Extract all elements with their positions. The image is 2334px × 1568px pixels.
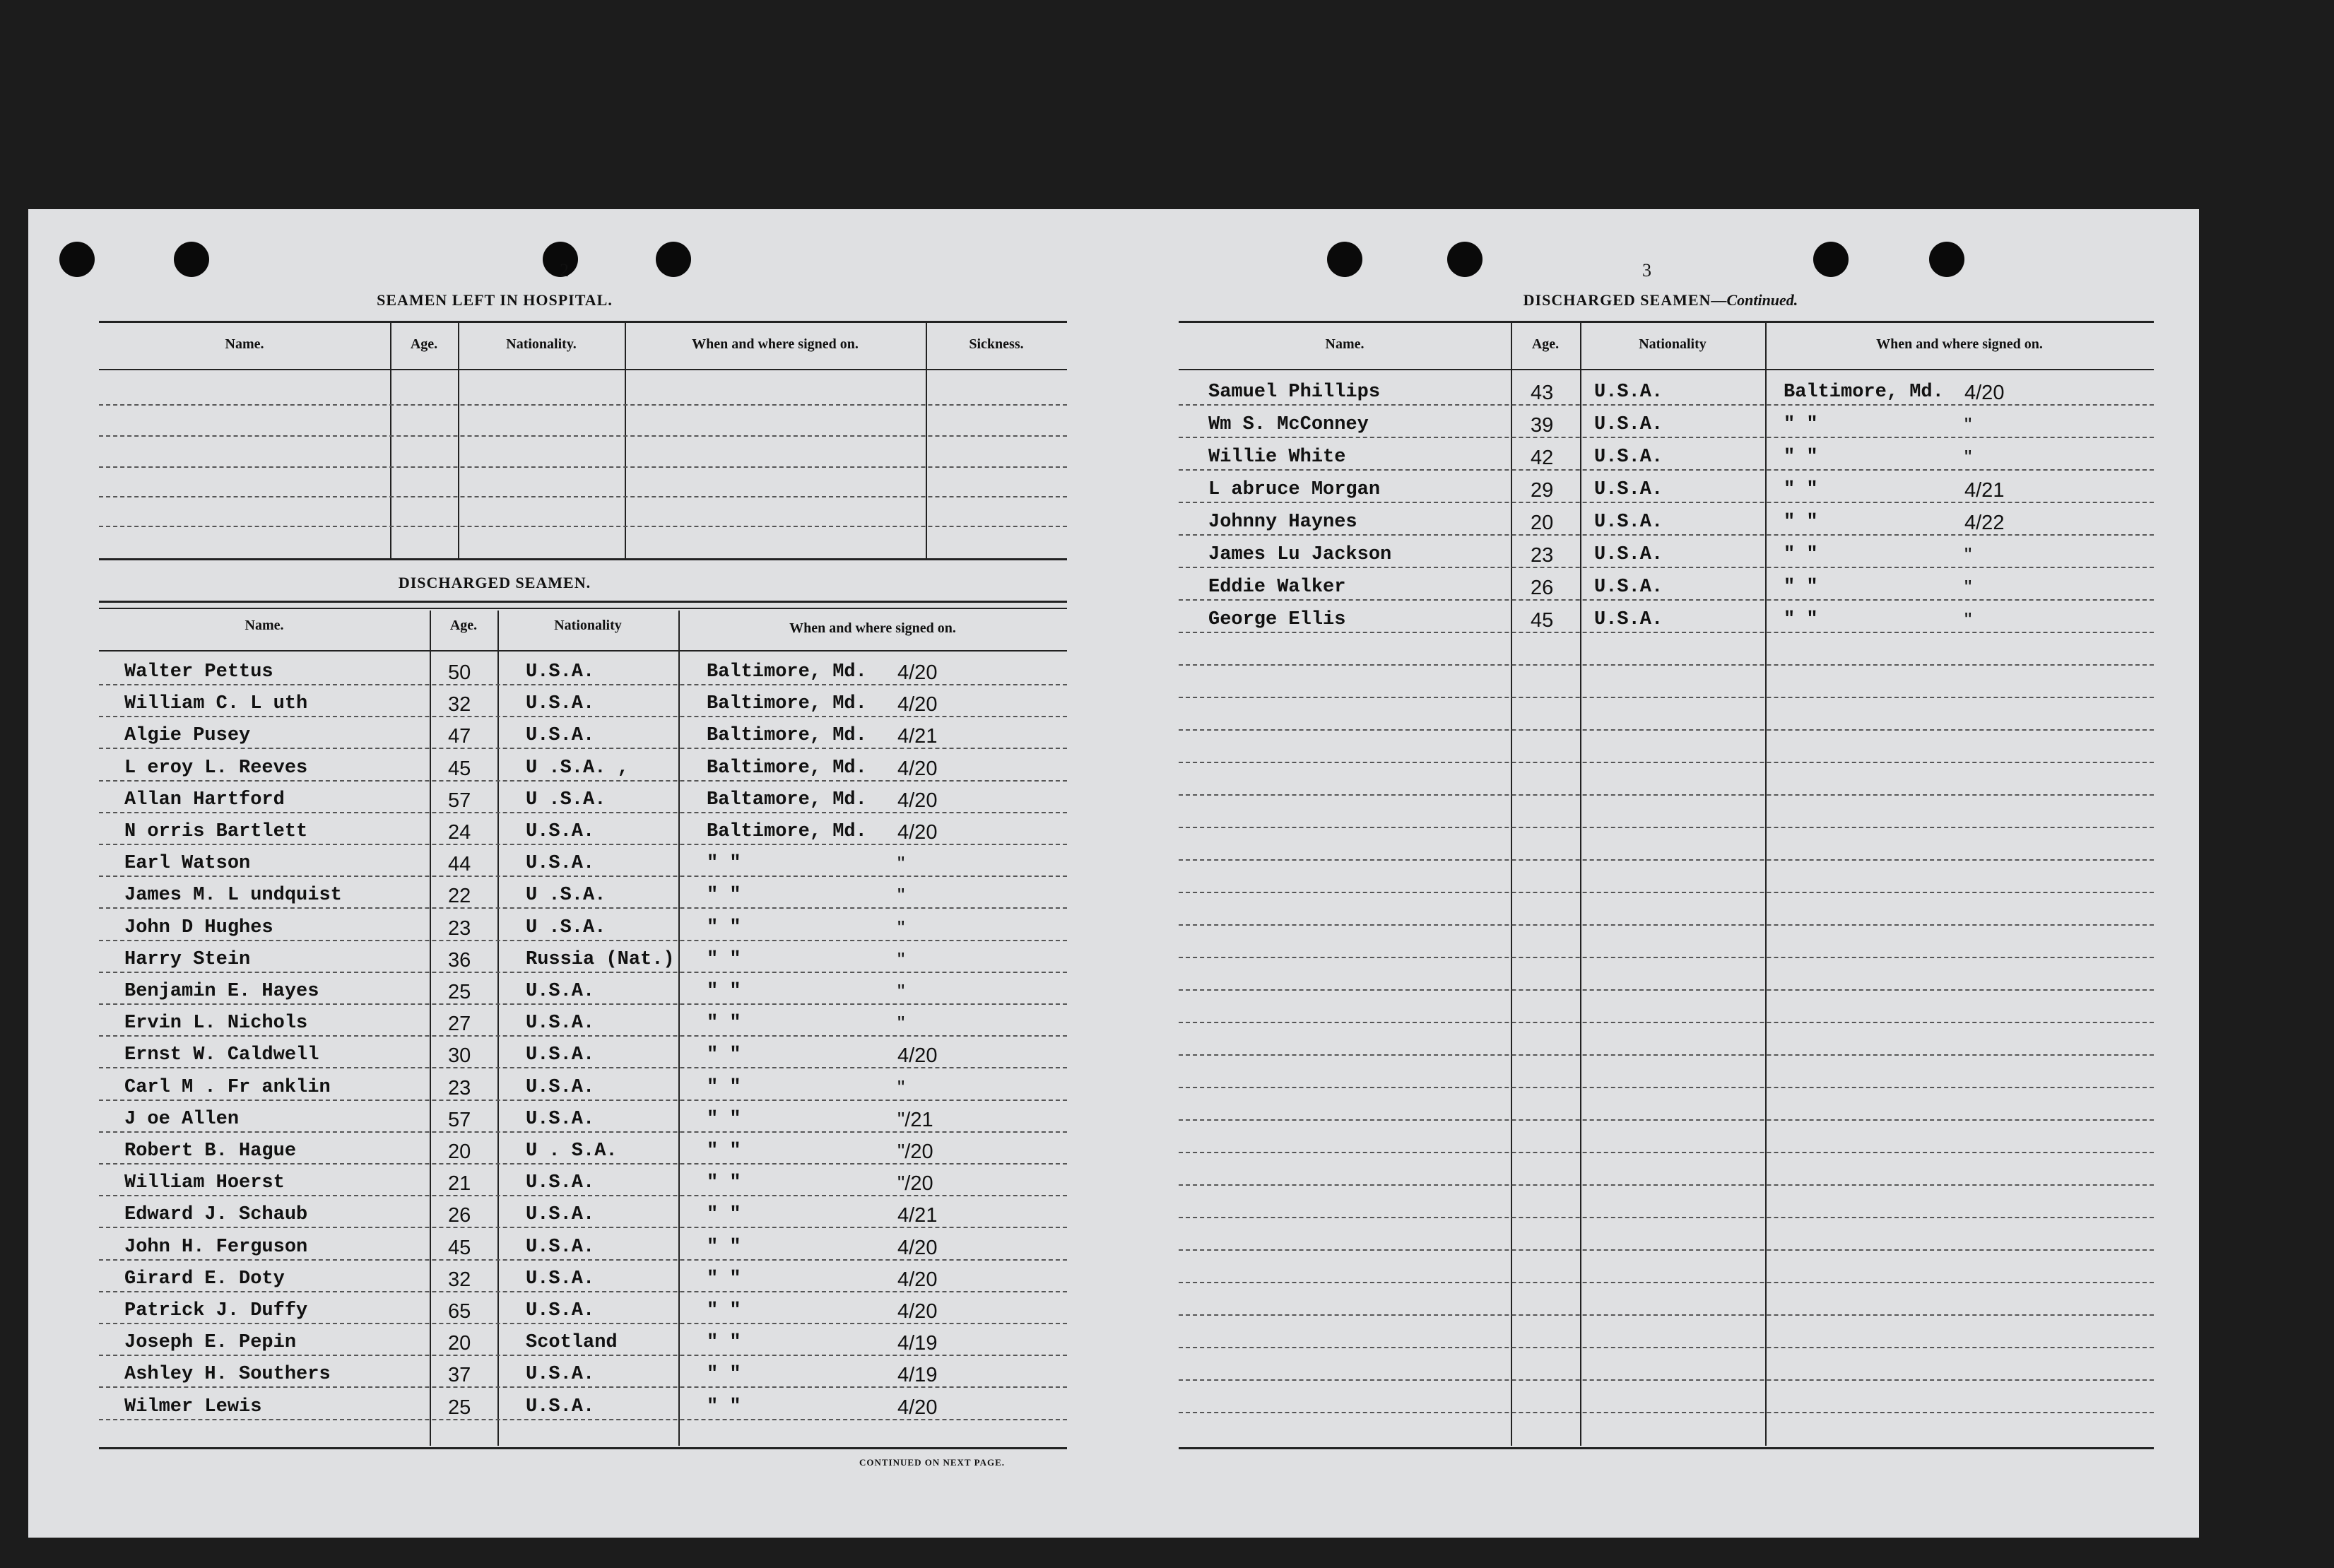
row-name: Girard E. Doty bbox=[124, 1268, 285, 1290]
header-name: Name. bbox=[225, 336, 264, 352]
row-date: 4/20 bbox=[897, 1300, 938, 1323]
row-name: Eddie Walker bbox=[1208, 577, 1346, 598]
header-age: Age. bbox=[1531, 336, 1560, 352]
row-nationality: U .S.A. bbox=[526, 885, 606, 907]
row-name: Willie White bbox=[1208, 447, 1346, 468]
right-page bbox=[1116, 209, 2199, 1538]
row-age: 37 bbox=[448, 1364, 471, 1387]
row-age: 22 bbox=[448, 885, 471, 908]
ruled-line bbox=[99, 1291, 1067, 1292]
row-age: 20 bbox=[448, 1140, 471, 1163]
row-place: Baltimore, Md. bbox=[707, 725, 867, 747]
row-nationality: U.S.A. bbox=[526, 725, 595, 747]
punch-hole bbox=[1813, 242, 1849, 277]
row-nationality: U.S.A. bbox=[526, 1204, 595, 1226]
punch-hole bbox=[1929, 242, 1964, 277]
ruled-line bbox=[1179, 664, 2154, 666]
row-name: Wm S. McConney bbox=[1208, 414, 1369, 435]
row-age: 21 bbox=[448, 1172, 471, 1196]
row-name: John D Hughes bbox=[124, 916, 273, 938]
row-date: " bbox=[897, 885, 905, 908]
row-date: 4/19 bbox=[897, 1332, 938, 1355]
row-date: 4/21 bbox=[1964, 479, 2005, 502]
ruled-line bbox=[1179, 1249, 2154, 1251]
row-nationality: U.S.A. bbox=[526, 1172, 595, 1194]
ruled-line bbox=[1179, 762, 2154, 763]
ruled-line bbox=[1179, 892, 2154, 893]
ruled-line bbox=[99, 1003, 1067, 1005]
row-place: " " bbox=[1784, 447, 1818, 468]
row-place: " " bbox=[707, 916, 741, 938]
row-date: " bbox=[897, 981, 905, 1003]
header-nationality: Nationality bbox=[1639, 336, 1707, 352]
row-date: " bbox=[1964, 577, 1972, 599]
row-age: 45 bbox=[1531, 609, 1554, 632]
ruled-line bbox=[1179, 859, 2154, 861]
ruled-line bbox=[99, 684, 1067, 685]
row-date: " bbox=[897, 1013, 905, 1036]
ruled-line bbox=[1179, 437, 2154, 438]
header-age: Age. bbox=[449, 618, 478, 633]
row-name: L eroy L. Reeves bbox=[124, 757, 308, 779]
ruled-line bbox=[99, 1195, 1067, 1196]
row-nationality: U.S.A. bbox=[526, 1364, 595, 1386]
row-name: George Ellis bbox=[1208, 609, 1346, 630]
ruled-line bbox=[99, 748, 1067, 749]
row-place: " " bbox=[707, 1396, 741, 1417]
row-nationality: U.S.A. bbox=[526, 661, 595, 683]
row-age: 25 bbox=[448, 1396, 471, 1419]
column-divider bbox=[1511, 322, 1512, 1446]
row-name: William C. L uth bbox=[124, 693, 308, 715]
row-nationality: U .S.A. bbox=[526, 789, 606, 810]
ruled-line bbox=[1179, 1379, 2154, 1381]
table-rule bbox=[1179, 1447, 2154, 1449]
row-date: 4/20 bbox=[897, 789, 938, 812]
row-place: " " bbox=[707, 1332, 741, 1354]
ruled-line bbox=[1179, 1412, 2154, 1413]
row-age: 23 bbox=[448, 1076, 471, 1100]
row-date: " bbox=[897, 1076, 905, 1100]
row-age: 43 bbox=[1531, 382, 1554, 404]
table-rule bbox=[99, 369, 1067, 370]
row-age: 65 bbox=[448, 1300, 471, 1323]
column-divider bbox=[678, 611, 680, 1446]
row-place: " " bbox=[1784, 609, 1818, 630]
row-age: 23 bbox=[1531, 544, 1554, 567]
ruled-line bbox=[99, 780, 1067, 782]
column-divider bbox=[390, 322, 391, 560]
row-age: 32 bbox=[448, 1268, 471, 1291]
row-place: " " bbox=[1784, 479, 1818, 500]
row-age: 26 bbox=[1531, 577, 1554, 599]
ruled-line bbox=[99, 907, 1067, 909]
row-date: 4/20 bbox=[897, 821, 938, 844]
ruled-line bbox=[1179, 794, 2154, 796]
row-name: Samuel Phillips bbox=[1208, 382, 1381, 403]
header-age: Age. bbox=[410, 336, 438, 352]
ruled-line bbox=[1179, 1314, 2154, 1316]
row-nationality: U.S.A. bbox=[526, 1076, 595, 1098]
title-main: DISCHARGED SEAMEN bbox=[1523, 291, 1711, 309]
ruled-line bbox=[99, 972, 1067, 973]
ruled-line bbox=[99, 466, 1067, 468]
page-number: 3 bbox=[1642, 260, 1651, 281]
row-nationality: U.S.A. bbox=[1594, 382, 1663, 403]
ruled-line bbox=[1179, 1217, 2154, 1218]
punch-hole bbox=[1447, 242, 1483, 277]
row-place: " " bbox=[707, 853, 741, 875]
row-name: L abruce Morgan bbox=[1208, 479, 1381, 500]
ruled-line bbox=[1179, 469, 2154, 471]
row-date: 4/20 bbox=[897, 1236, 938, 1259]
row-nationality: U.S.A. bbox=[1594, 609, 1663, 630]
row-name: James Lu Jackson bbox=[1208, 544, 1392, 565]
column-divider bbox=[430, 611, 431, 1446]
ruled-line bbox=[1179, 957, 2154, 958]
ruled-line bbox=[99, 812, 1067, 813]
row-place: Baltamore, Md. bbox=[707, 789, 867, 810]
row-date: "/20 bbox=[897, 1172, 933, 1196]
row-date: 4/20 bbox=[897, 661, 938, 684]
row-name: Ernst W. Caldwell bbox=[124, 1044, 319, 1066]
row-date: 4/20 bbox=[897, 693, 938, 717]
row-date: " bbox=[897, 948, 905, 972]
row-date: " bbox=[897, 916, 905, 940]
row-name: Carl M . Fr anklin bbox=[124, 1076, 331, 1098]
table-rule bbox=[1179, 369, 2154, 370]
column-divider bbox=[1580, 322, 1581, 1446]
row-date: "/20 bbox=[897, 1140, 933, 1163]
ruled-line bbox=[99, 844, 1067, 845]
punch-hole bbox=[656, 242, 691, 277]
row-place: Baltimore, Md. bbox=[707, 661, 867, 683]
ruled-line bbox=[1179, 989, 2154, 991]
row-name: N orris Bartlett bbox=[124, 821, 308, 842]
row-place: " " bbox=[1784, 544, 1818, 565]
hospital-section-title: SEAMEN LEFT IN HOSPITAL. bbox=[377, 291, 613, 309]
row-nationality: U.S.A. bbox=[1594, 577, 1663, 598]
row-name: Allan Hartford bbox=[124, 789, 285, 810]
ruled-line bbox=[1179, 502, 2154, 503]
discharged-continued-title bbox=[1427, 291, 1894, 310]
ruled-line bbox=[99, 1163, 1067, 1165]
row-nationality: U.S.A. bbox=[1594, 544, 1663, 565]
row-date: 4/20 bbox=[1964, 382, 2005, 404]
row-place: " " bbox=[707, 1172, 741, 1194]
ruled-line bbox=[99, 716, 1067, 717]
row-date: " bbox=[1964, 447, 1972, 469]
row-age: 39 bbox=[1531, 414, 1554, 437]
ruled-line bbox=[99, 1100, 1067, 1101]
row-place: Baltimore, Md. bbox=[1784, 382, 1944, 403]
row-nationality: U.S.A. bbox=[526, 1044, 595, 1066]
table-rule bbox=[99, 650, 1067, 652]
row-date: 4/21 bbox=[897, 725, 938, 748]
row-nationality: U.S.A. bbox=[526, 1300, 595, 1321]
row-place: " " bbox=[707, 1108, 741, 1130]
header-signed-on: When and where signed on. bbox=[692, 336, 859, 352]
row-name: Edward J. Schaub bbox=[124, 1204, 308, 1226]
ruled-line bbox=[1179, 567, 2154, 568]
discharged-section-title: DISCHARGED SEAMEN. bbox=[398, 574, 591, 591]
row-name: Robert B. Hague bbox=[124, 1140, 297, 1162]
header-signed-on: When and where signed on. bbox=[789, 620, 956, 636]
row-nationality: U.S.A. bbox=[526, 853, 595, 875]
row-date: 4/20 bbox=[897, 757, 938, 780]
column-divider bbox=[497, 611, 499, 1446]
row-nationality: U.S.A. bbox=[526, 1396, 595, 1417]
punch-hole bbox=[1327, 242, 1362, 277]
row-place: " " bbox=[707, 1300, 741, 1321]
row-date: "/21 bbox=[897, 1108, 933, 1131]
row-age: 20 bbox=[448, 1332, 471, 1355]
row-name: Ashley H. Southers bbox=[124, 1364, 331, 1386]
row-nationality: U.S.A. bbox=[1594, 479, 1663, 500]
ruled-line bbox=[99, 1355, 1067, 1356]
row-place: " " bbox=[707, 981, 741, 1002]
row-name: Walter Pettus bbox=[124, 661, 273, 683]
row-name: Johnny Haynes bbox=[1208, 512, 1357, 533]
row-place: " " bbox=[1784, 414, 1818, 435]
row-age: 32 bbox=[448, 693, 471, 717]
row-age: 47 bbox=[448, 725, 471, 748]
title-continued: —Continued. bbox=[1711, 291, 1798, 309]
row-nationality: U.S.A. bbox=[526, 981, 595, 1002]
row-nationality: U.S.A. bbox=[526, 821, 595, 842]
row-date: 4/20 bbox=[897, 1044, 938, 1068]
ruled-line bbox=[99, 526, 1067, 527]
row-date: " bbox=[1964, 609, 1972, 632]
row-name: Joseph E. Pepin bbox=[124, 1332, 297, 1354]
row-age: 24 bbox=[448, 821, 471, 844]
row-age: 26 bbox=[448, 1204, 471, 1227]
row-place: " " bbox=[707, 1013, 741, 1034]
row-place: Baltimore, Md. bbox=[707, 757, 867, 779]
row-date: 4/22 bbox=[1964, 512, 2005, 534]
ruled-line bbox=[99, 1386, 1067, 1388]
row-nationality: Russia (Nat.) bbox=[526, 948, 675, 970]
row-name: Benjamin E. Hayes bbox=[124, 981, 319, 1002]
ruled-line bbox=[1179, 1054, 2154, 1056]
row-place: " " bbox=[707, 1044, 741, 1066]
header-sickness: Sickness. bbox=[969, 336, 1024, 352]
ruled-line bbox=[99, 496, 1067, 497]
row-place: " " bbox=[707, 1236, 741, 1258]
table-rule bbox=[99, 1447, 1067, 1449]
ruled-line bbox=[1179, 827, 2154, 828]
ruled-line bbox=[1179, 534, 2154, 536]
row-nationality: U . S.A. bbox=[526, 1140, 618, 1162]
row-nationality: U.S.A. bbox=[526, 1108, 595, 1130]
ruled-line bbox=[1179, 1282, 2154, 1283]
ruled-line bbox=[99, 1259, 1067, 1261]
ruled-line bbox=[99, 1067, 1067, 1068]
row-name: J oe Allen bbox=[124, 1108, 240, 1130]
table-rule bbox=[99, 608, 1067, 609]
ruled-line bbox=[1179, 697, 2154, 698]
punch-hole bbox=[59, 242, 95, 277]
ruled-line bbox=[1179, 1119, 2154, 1121]
row-date: 4/19 bbox=[897, 1364, 938, 1387]
row-nationality: U.S.A. bbox=[1594, 512, 1663, 533]
left-page bbox=[28, 209, 1116, 1538]
row-place: " " bbox=[707, 948, 741, 970]
row-nationality: Scotland bbox=[526, 1332, 618, 1354]
row-date: 4/21 bbox=[897, 1204, 938, 1227]
row-nationality: U.S.A. bbox=[1594, 414, 1663, 435]
row-name: Harry Stein bbox=[124, 948, 251, 970]
row-age: 42 bbox=[1531, 447, 1554, 469]
table-rule bbox=[99, 558, 1067, 560]
row-place: Baltimore, Md. bbox=[707, 821, 867, 842]
row-place: " " bbox=[707, 1204, 741, 1226]
row-place: " " bbox=[1784, 577, 1818, 598]
ruled-line bbox=[1179, 1022, 2154, 1023]
row-place: " " bbox=[707, 1076, 741, 1098]
punch-hole bbox=[174, 242, 209, 277]
row-date: 4/20 bbox=[897, 1396, 938, 1419]
ruled-line bbox=[1179, 924, 2154, 926]
row-name: Wilmer Lewis bbox=[124, 1396, 262, 1417]
header-nationality: Nationality bbox=[554, 618, 622, 633]
ruled-line bbox=[1179, 632, 2154, 633]
row-place: " " bbox=[707, 1140, 741, 1162]
ruled-line bbox=[1179, 1087, 2154, 1088]
ruled-line bbox=[1179, 1184, 2154, 1186]
header-name: Name. bbox=[1325, 336, 1365, 352]
ruled-line bbox=[99, 1419, 1067, 1420]
row-name: William Hoerst bbox=[124, 1172, 285, 1194]
row-place: " " bbox=[1784, 512, 1818, 533]
row-age: 20 bbox=[1531, 512, 1554, 534]
header-name: Name. bbox=[244, 618, 284, 633]
row-age: 45 bbox=[448, 1236, 471, 1259]
table-rule bbox=[99, 321, 1067, 323]
row-place: " " bbox=[707, 885, 741, 907]
header-nationality: Nationality. bbox=[506, 336, 577, 352]
row-age: 29 bbox=[1531, 479, 1554, 502]
row-nationality: U.S.A. bbox=[526, 1236, 595, 1258]
row-date: " bbox=[1964, 544, 1972, 567]
row-name: James M. L undquist bbox=[124, 885, 342, 907]
ruled-line bbox=[99, 404, 1067, 406]
ruled-line bbox=[99, 940, 1067, 941]
ruled-line bbox=[1179, 729, 2154, 731]
row-age: 50 bbox=[448, 661, 471, 684]
continued-note: CONTINUED ON NEXT PAGE. bbox=[859, 1457, 1005, 1468]
row-age: 27 bbox=[448, 1013, 471, 1036]
ruled-line bbox=[1179, 1347, 2154, 1348]
ruled-line bbox=[1179, 404, 2154, 406]
row-age: 23 bbox=[448, 916, 471, 940]
row-nationality: U.S.A. bbox=[1594, 447, 1663, 468]
row-age: 25 bbox=[448, 981, 471, 1003]
column-divider bbox=[625, 322, 626, 560]
table-rule bbox=[99, 601, 1067, 603]
row-nationality: U .S.A. bbox=[526, 916, 606, 938]
ruled-line bbox=[99, 1131, 1067, 1133]
row-age: 36 bbox=[448, 948, 471, 972]
row-name: John H. Ferguson bbox=[124, 1236, 308, 1258]
ruled-line bbox=[99, 876, 1067, 877]
column-divider bbox=[1765, 322, 1767, 1446]
row-age: 44 bbox=[448, 853, 471, 876]
ruled-line bbox=[1179, 1152, 2154, 1153]
column-divider bbox=[926, 322, 927, 560]
row-name: Patrick J. Duffy bbox=[124, 1300, 308, 1321]
row-age: 57 bbox=[448, 1108, 471, 1131]
row-age: 57 bbox=[448, 789, 471, 812]
row-date: 4/20 bbox=[897, 1268, 938, 1291]
row-nationality: U.S.A. bbox=[526, 1013, 595, 1034]
ruled-line bbox=[99, 1227, 1067, 1228]
table-rule bbox=[1179, 321, 2154, 323]
ruled-line bbox=[99, 1035, 1067, 1037]
row-nationality: U.S.A. bbox=[526, 693, 595, 715]
row-place: Baltimore, Md. bbox=[707, 693, 867, 715]
row-name: Ervin L. Nichols bbox=[124, 1013, 308, 1034]
row-date: " bbox=[897, 853, 905, 876]
ruled-line bbox=[1179, 599, 2154, 601]
row-age: 30 bbox=[448, 1044, 471, 1068]
row-name: Earl Watson bbox=[124, 853, 251, 875]
row-name: Algie Pusey bbox=[124, 725, 251, 747]
header-signed-on: When and where signed on. bbox=[1876, 336, 2043, 352]
row-place: " " bbox=[707, 1364, 741, 1386]
row-nationality: U.S.A. bbox=[526, 1268, 595, 1290]
row-date: " bbox=[1964, 414, 1972, 437]
page-number: 2 bbox=[560, 260, 569, 281]
row-nationality: U .S.A. , bbox=[526, 757, 629, 779]
ruled-line bbox=[99, 435, 1067, 437]
ruled-line bbox=[99, 1323, 1067, 1324]
row-age: 45 bbox=[448, 757, 471, 780]
column-divider bbox=[458, 322, 459, 560]
row-place: " " bbox=[707, 1268, 741, 1290]
